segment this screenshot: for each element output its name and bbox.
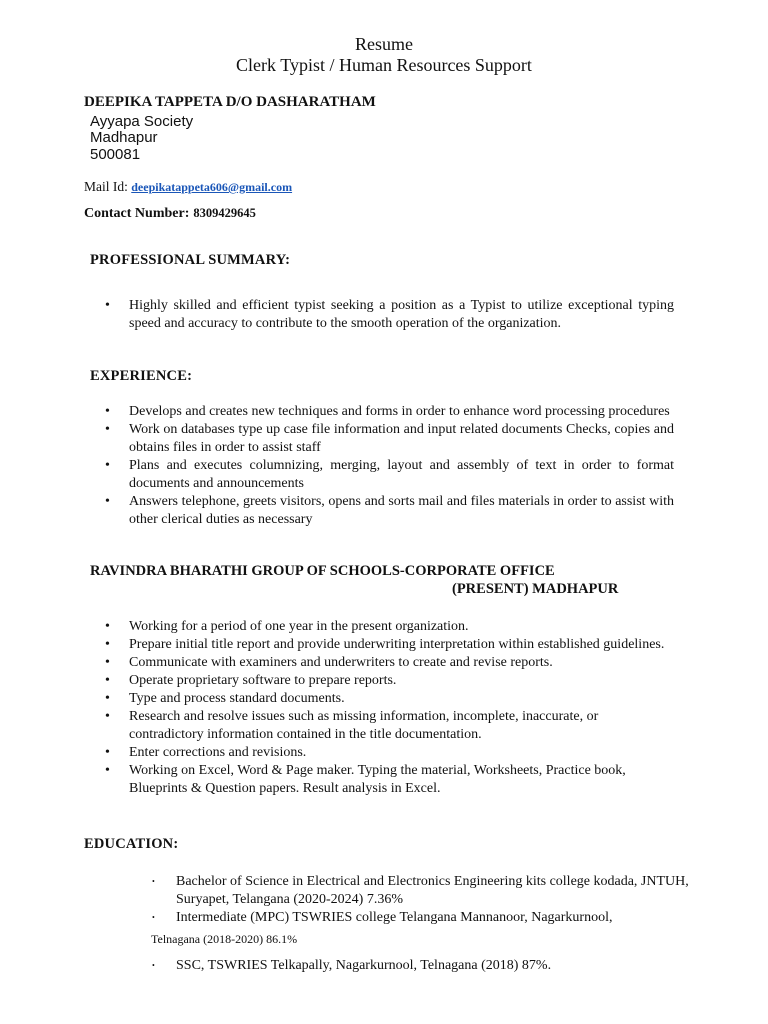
candidate-name: DEEPIKA TAPPETA D/O DASHARATHAM — [84, 94, 376, 110]
company-name: RAVINDRA BHARATHI GROUP OF SCHOOLS-CORPORATE OFFICE — [90, 563, 555, 579]
job-duty-item: • Operate proprietary software to prepare reports. — [84, 672, 674, 690]
document-title: Resume — [355, 34, 413, 54]
summary-heading: PROFESSIONAL SUMMARY: — [90, 252, 291, 268]
job-duty-item: • Prepare initial title report and provide underwriting interpretation within established guidelines. — [84, 636, 674, 654]
education-item-continued: Telnagana (2018-2020) 86.1% — [151, 932, 298, 946]
summary-item: • Highly skilled and efficient typist seeking a position as a Typist to utilize exceptional typing speed and accuracy to contribute to the smooth operation of the organization. — [84, 297, 674, 333]
email-link[interactable]: deepikatappeta606@gmail.com — [131, 180, 293, 194]
address-line-1: Ayyapa Society — [90, 113, 194, 130]
job-duty-item: • Research and resolve issues such as missing information, incomplete, inaccurate, or contradictory information contained in the title documentation. — [84, 708, 674, 744]
experience-item: • Develops and creates new techniques and forms in order to enhance word processing procedures — [84, 403, 674, 421]
phone-row — [84, 206, 256, 222]
email-row — [84, 179, 292, 195]
summary-list — [84, 297, 674, 333]
education-list-2 — [131, 957, 736, 975]
experience-item: • Answers telephone, greets visitors, opens and sorts mail and files materials in order to assist with other clerical duties as necessary — [84, 493, 674, 529]
address-line-2: Madhapur — [90, 129, 158, 146]
job-duty-item: • Communicate with examiners and underwriters to create and revise reports. — [84, 654, 674, 672]
company-location: (PRESENT) MADHAPUR — [452, 581, 619, 597]
experience-list — [84, 403, 674, 529]
education-list — [131, 873, 736, 927]
education-item: • Intermediate (MPC) TSWRIES college Telangana Mannanoor, Nagarkurnool, — [131, 909, 736, 927]
education-item: • Bachelor of Science in Electrical and Electronics Engineering kits college kodada, JNTUH, Suryapet, Telangana (2020-2024) 7.36% — [131, 873, 736, 909]
phone-number: 8309429645 — [193, 206, 256, 220]
experience-item: • Plans and executes columnizing, merging, layout and assembly of text in order to format documents and announcements — [84, 457, 674, 493]
job-duty-item: • Working on Excel, Word & Page maker. Typing the material, Worksheets, Practice book, Blueprints & Question papers. Result analysis in Excel. — [84, 762, 674, 798]
job-duty-item: • Type and process standard documents. — [84, 690, 674, 708]
experience-heading: EXPERIENCE: — [90, 368, 193, 384]
phone-label: Contact Number: — [84, 206, 190, 221]
experience-item: • Work on databases type up case file information and input related documents Checks, copies and obtains files in order to assist staff — [84, 421, 674, 457]
education-heading: EDUCATION: — [84, 836, 179, 852]
education-item: • SSC, TSWRIES Telkapally, Nagarkurnool, Telnagana (2018) 87%. — [131, 957, 736, 975]
email-label: Mail Id: — [84, 179, 128, 194]
job-duties-list — [84, 618, 674, 798]
address-line-3: 500081 — [90, 146, 141, 163]
job-duty-item: • Enter corrections and revisions. — [84, 744, 674, 762]
job-duty-item: • Working for a period of one year in the present organization. — [84, 618, 674, 636]
document-subtitle: Clerk Typist / Human Resources Support — [236, 55, 532, 75]
